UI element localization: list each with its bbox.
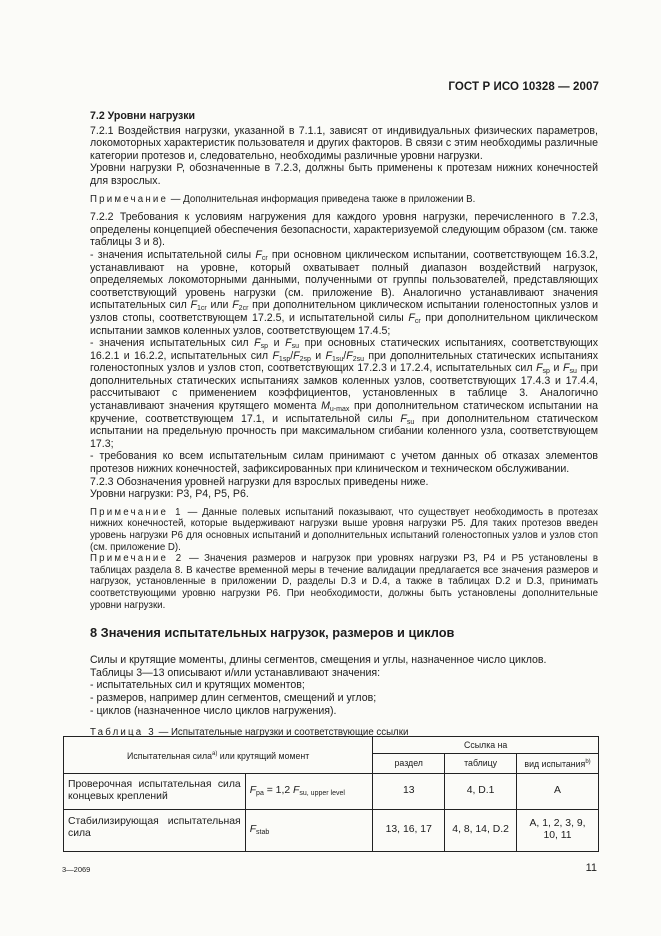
paragraph-7-2-2: 7.2.2 Требования к условиям нагружения для каждого уровня нагрузки, перечисленного в 7.2.3, определены концепцией обеспечения безопасности, характеризуемой следующим образом (см. также таблицы 3 и 8). — [90, 211, 598, 249]
document-id-header: ГОСТ Р ИСО 10328 — 2007 — [448, 81, 599, 93]
bullet-static-forces: - значения испытательных сил $F_{sp}$ и $F_{su}$ при основных статических испытаниях, соответствующих 16.2.1 и 16.2.2, испытательных сил $F_{1sp}/F_{2sp}$ и $F_{1su}/F_{2su}$ при дополнительных статических испытаниях голеностопных узлов и узлов стоп, соответствующих 17.2.3 и 17.2.4, испытательных сил $F_{sp}$ и $F_{su}$ при дополнительных статических испытаниях замков коленных узлов, соответствующих 17.4.3 и 17.4.4, рассчитывают с применением коэффициентов, установленных в таблице 3. Аналогично устанавливают значения крутящего момента $M_{u-max}$ при дополнительном статическом испытании на кручение, соответствующем 17.1, и испытательной силы $F_{su}$ при дополнительном статическом испытании на предельную прочность при максимальном сгибании коленного узла, соответствующем 17.3; — [90, 337, 599, 450]
note-2: Примечание 2 — Значения размеров и нагрузок при уровнях нагрузки P3, P4 и P5 установлены в таблицах раздела 8. В качестве временной меры в течение валидации предлагается все значения размеров и нагрузок, установленные в приложении D, разделы D.3 и D.4, а также в таблицах D.2 и D.3, принимать соответствующими уровню нагрузки P6. При необходимости, должны быть установлены дополнительные уровни нагрузки. — [90, 553, 598, 611]
list-item: - циклов (назначенное число циклов нагружения). — [90, 704, 337, 717]
section-8-paragraph-1: Силы и крутящие моменты, длины сегментов, смещения и углы, назначенное число циклов. — [90, 654, 547, 667]
row-name: Проверочная испытательная сила концевых креплений — [64, 773, 246, 809]
table-header-row — [64, 737, 599, 754]
header-table: таблицу — [445, 754, 517, 773]
row-section: 13 — [373, 773, 445, 809]
paragraph-7-2-1: 7.2.1 Воздействия нагрузки, указанной в 7.1.1, зависят от индивидуальных физических параметров, локомоторных характеристик пользователя и других факторов. В связи с этим необходимы различные категории протезов и, следовательно, необходимы различные уровни нагрузки. — [90, 124, 598, 162]
paragraph-7-2-3: 7.2.3 Обозначения уровней нагрузки для взрослых приведены ниже. — [90, 475, 429, 488]
list-item: - испытательных сил и крутящих моментов; — [90, 679, 305, 692]
note-text: — Дополнительная информация приведена также в приложении В. — [170, 193, 476, 205]
row-test-type: A — [517, 773, 599, 809]
row-formula: $F_{pa} = 1,2$ $F_{su, upper level}$ — [245, 773, 373, 809]
paragraph-7-2-1-b: Уровни нагрузки P, обозначенные в 7.2.3, должны быть применены к протезам нижних конечностей для взрослых. — [90, 162, 598, 187]
header-test-type: вид испытания$^{b)}$ — [517, 754, 599, 773]
table-row — [64, 773, 599, 809]
header-reference: Ссылка на — [373, 737, 599, 754]
row-formula: $F_{stab}$ — [245, 809, 373, 851]
note-label: Примечание — [90, 193, 169, 205]
header-section: раздел — [373, 754, 445, 773]
note-1: Примечание 1 — Данные полевых испытаний показывают, что существует необходимость в протезах нижних конечностей, которые выдерживают нагрузки выше уровня нагрузки P5. Для таких протезов введен уровень нагрузки P6 для основных испытаний и дополнительных испытаний голеностопных узлов и узлов стоп (см. приложение D). — [90, 506, 598, 553]
bullet-cyclic-forces: - значения испытательной силы $F_{cr}$ при основном циклическом испытании, соответствующем 16.3.2, устанавливают на уровне, который охватывает полный диапазон воздействий нагрузок, определяемых локомоторными данными, полученными от группы пользователей, представляющих соответствующий уровень нагрузки (см. приложение В). Аналогично устанавливают значения испытательных сил $F_{1cr}$ или $F_{2cr}$ при дополнительном циклическом испытании голеностопных узлов и узлов стопы, соответствующем 17.2.5, и испытательной силы $F_{cr}$ при дополнительном циклическом испытании замков коленных узлов, соответствующем 17.4.5; — [90, 248, 599, 337]
row-name: Стабилизирующая испытательная сила — [64, 809, 246, 851]
note-7-2-1 — [90, 194, 598, 206]
table-3 — [63, 736, 599, 852]
page-body — [90, 110, 598, 746]
section-8-paragraph-2: Таблицы 3—13 описывают и/или устанавливают значения: — [90, 666, 381, 679]
row-test-type: A, 1, 2, 3, 9, 10, 11 — [517, 809, 599, 851]
page-number: 11 — [585, 862, 597, 874]
table-3-caption: Таблица 3 — Испытательные нагрузки и соответствующие ссылки — [90, 727, 409, 739]
footer-print-mark: 3—2069 — [62, 865, 91, 874]
section-8-heading: 8 Значения испытательных нагрузок, размеров и циклов — [90, 625, 455, 641]
table-row — [64, 809, 599, 851]
header-force-column: Испытательная сила$^{а)}$ или крутящий момент — [64, 737, 373, 774]
load-levels-list: Уровни нагрузки: P3, P4, P5, P6. — [90, 488, 249, 501]
section-7-2-heading: 7.2 Уровни нагрузки — [90, 110, 196, 122]
list-item: - размеров, например длин сегментов, смещений и углов; — [90, 691, 377, 704]
row-table: 4, 8, 14, D.2 — [445, 809, 517, 851]
bullet-failure-data: - требования ко всем испытательным силам принимают с учетом данных об отказах элементов протезов нижних конечностей, зафиксированных при клиническом и техническом обслуживании. — [90, 450, 598, 476]
row-table: 4, D.1 — [445, 773, 517, 809]
row-section: 13, 16, 17 — [373, 809, 445, 851]
